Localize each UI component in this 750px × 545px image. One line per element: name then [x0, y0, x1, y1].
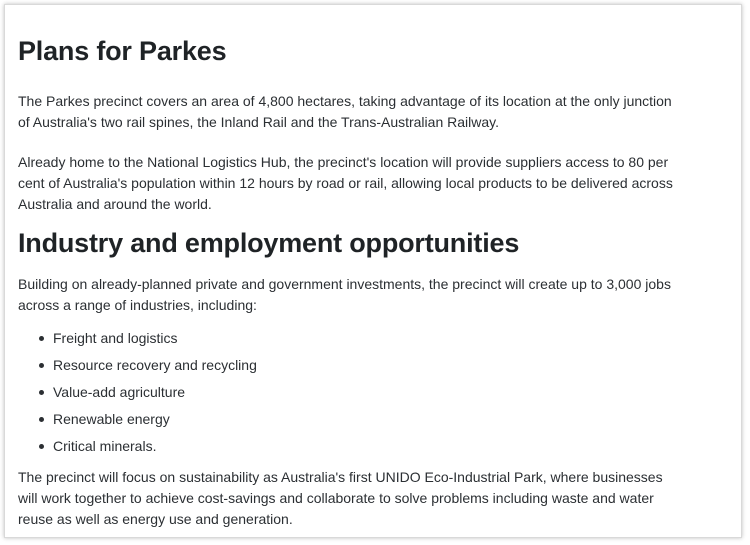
- list-item: Freight and logistics: [53, 325, 257, 352]
- list-item: Critical minerals.: [53, 433, 257, 460]
- paragraph-jobs: Building on already-planned private and government investments, the precinct will create up to 3,000 jobs across a range of industries, including:: [18, 276, 671, 313]
- paragraph-precinct-area: The Parkes precinct covers an area of 4,800 hectares, taking advantage of its location at the only junction of Australia's two rail spines, the Inland Rail and the Trans-Australian Railway.: [18, 93, 672, 130]
- content-card: [4, 4, 742, 538]
- industries-list: [18, 325, 257, 460]
- heading-industry-employment: Industry and employment opportunities: [18, 228, 520, 258]
- list-item: Value-add agriculture: [53, 379, 257, 406]
- paragraph-sustainability: The precinct will focus on sustainability as Australia's first UNIDO Eco-Industrial Park, where businesses will work together to achieve cost-savings and collaborate to solve problems including waste and water reuse as well as energy use and generation.: [18, 469, 663, 527]
- list-item: Renewable energy: [53, 406, 257, 433]
- paragraph-logistics-hub: Already home to the National Logistics Hub, the precinct's location will provide suppliers access to 80 per cent of Australia's population within 12 hours by road or rail, allowing local products to be delivered across Australia and around the world.: [18, 154, 673, 212]
- list-item: Resource recovery and recycling: [53, 352, 257, 379]
- heading-plans-for-parkes: Plans for Parkes: [18, 36, 227, 66]
